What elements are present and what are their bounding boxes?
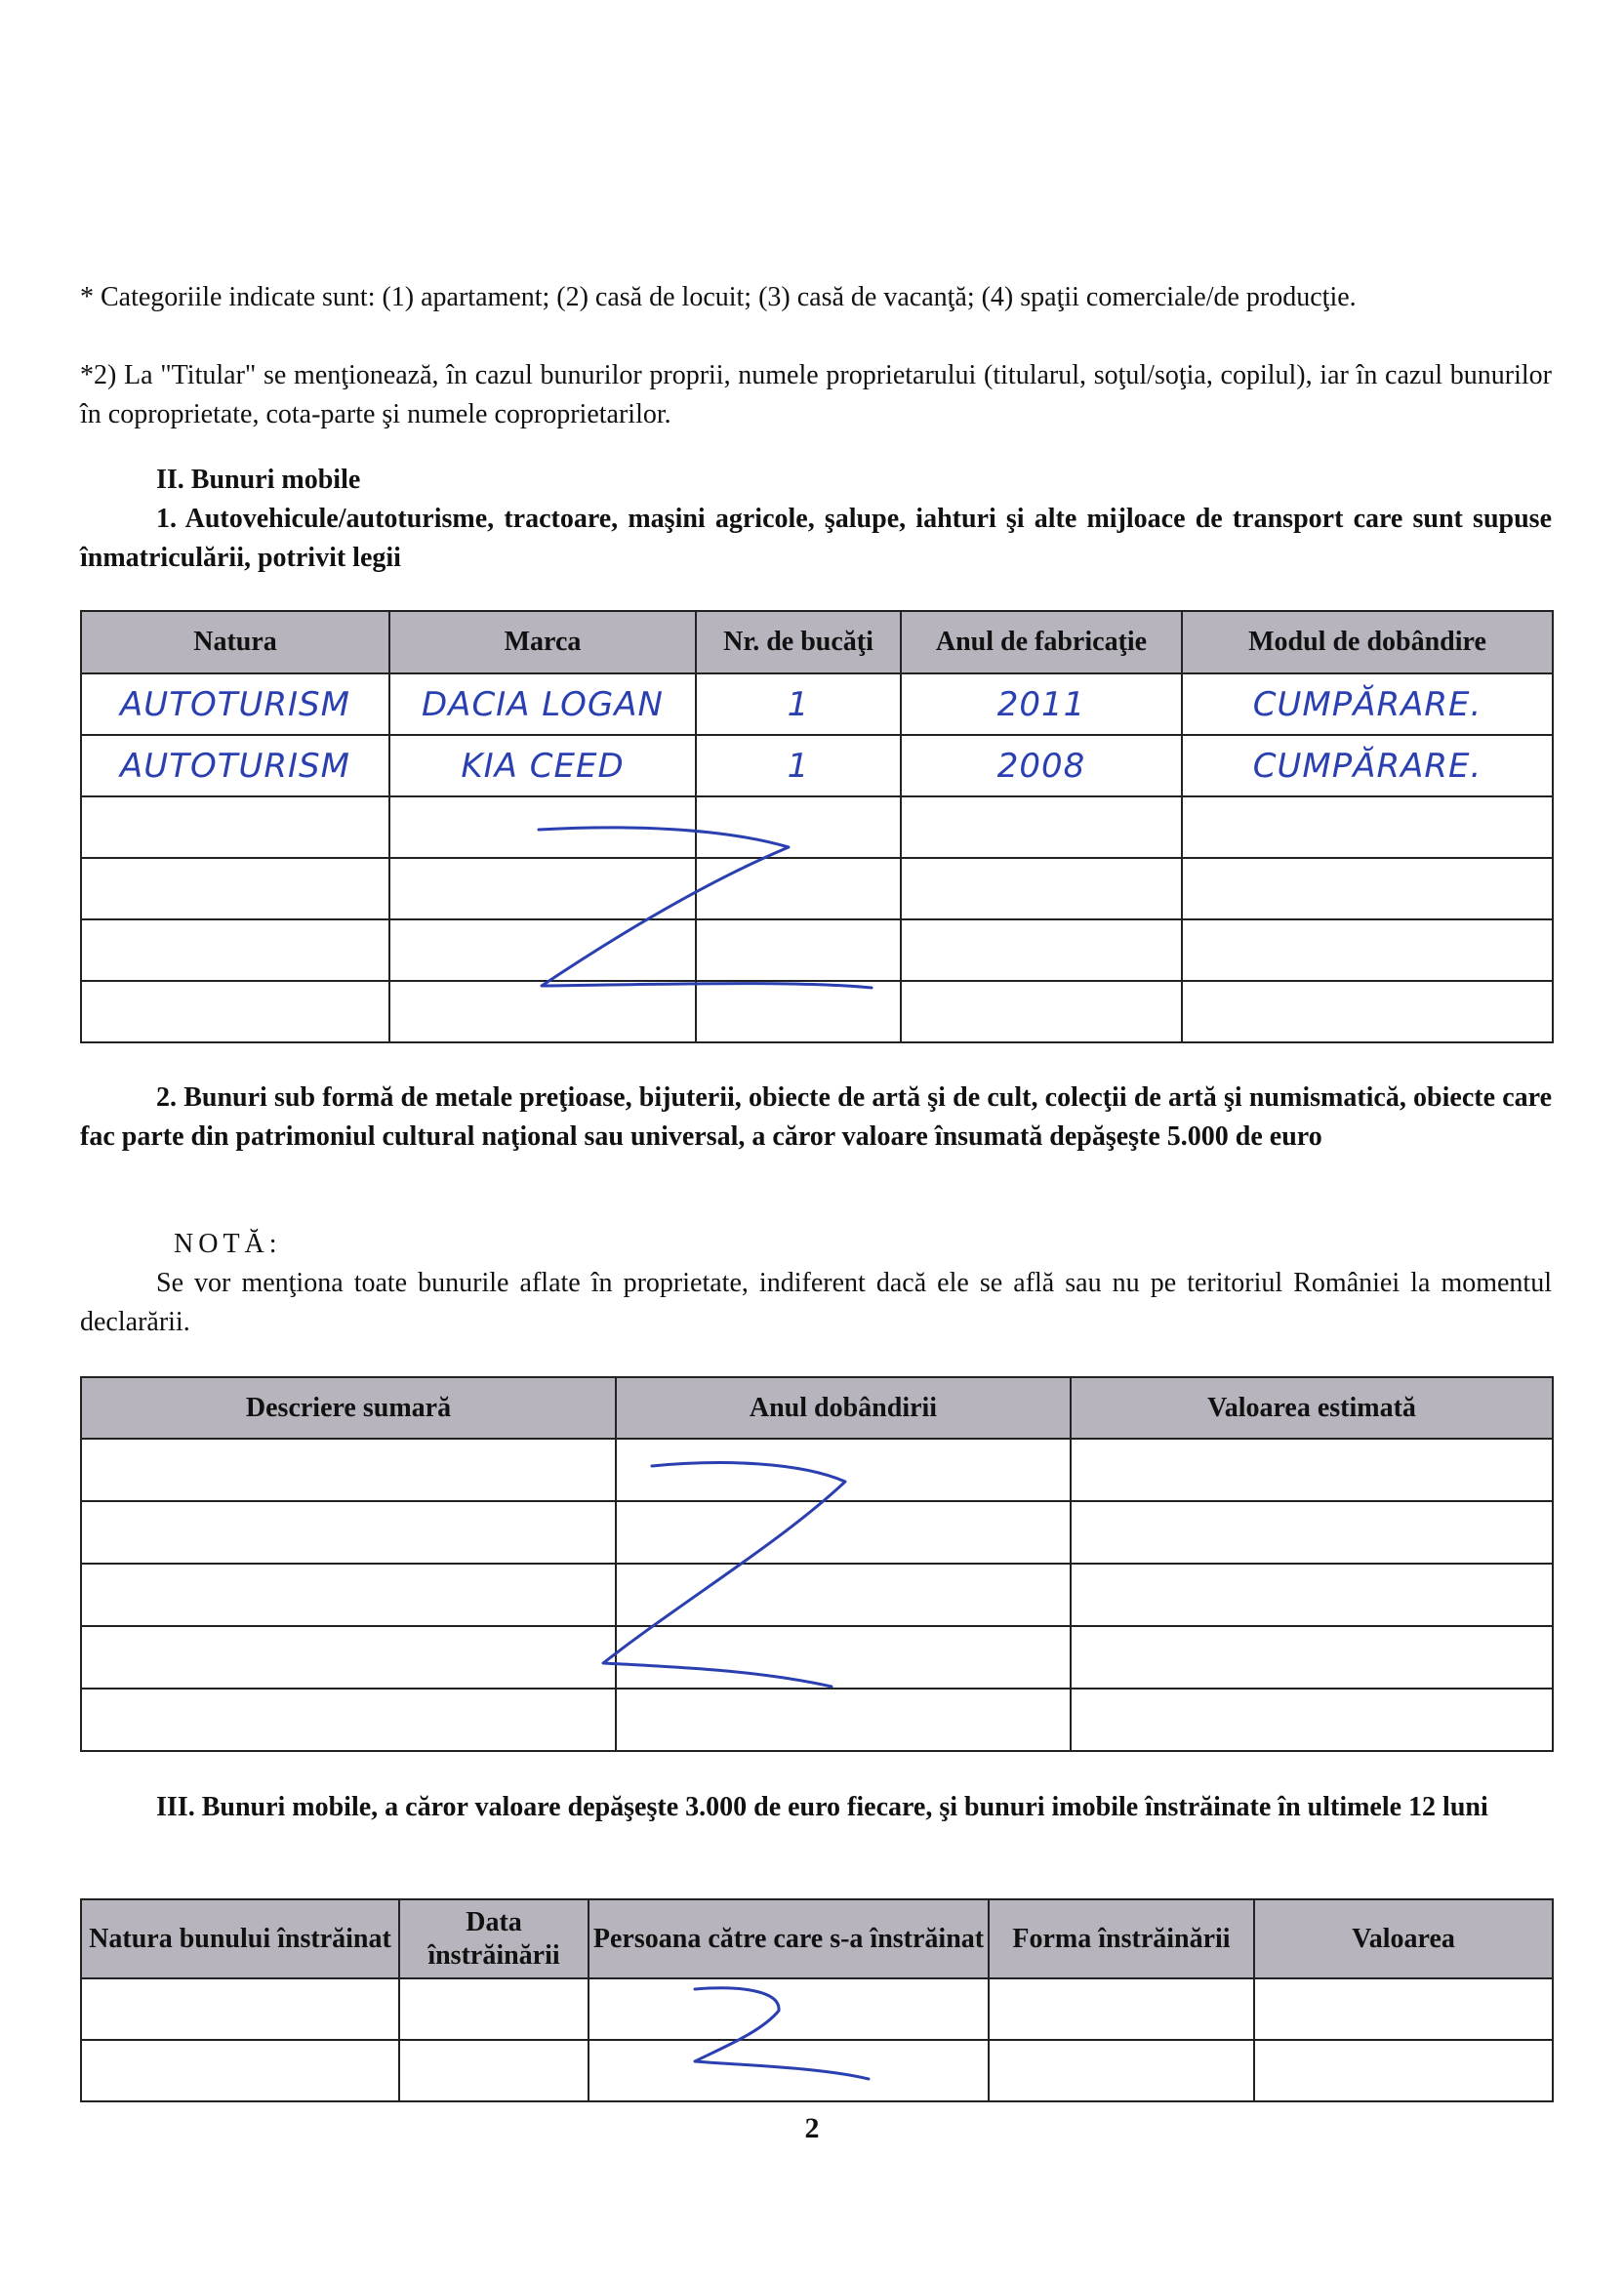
col-marca: Marca [389, 611, 696, 673]
cell-nr: 1 [696, 673, 901, 735]
note-categories: * Categoriile indicate sunt: (1) apartament; (2) casă de locuit; (3) casă de vacanţă; (4) spaţii comerciale/de producţie. [80, 282, 1357, 312]
col-forma-instrainarii: Forma înstrăinării [989, 1899, 1254, 1978]
col-an-dobandire: Anul dobândirii [616, 1377, 1071, 1439]
nota-label: NOTĂ: [174, 1229, 282, 1259]
cell-natura: AUTOTURISM [81, 735, 389, 796]
col-persoana: Persoana către care s-a înstrăinat [589, 1899, 989, 1978]
col-nr-bucati: Nr. de bucăţi [696, 611, 901, 673]
vehicles-header-row [81, 611, 1553, 673]
table-row [81, 919, 1553, 981]
nota-text: Se vor menţiona toate bunurile aflate în proprietate, indiferent dacă ele se află sau nu pe teritoriul României la momentul declarării. [80, 1268, 1552, 1337]
cell-an: 2011 [901, 673, 1182, 735]
table-row [81, 2040, 1553, 2101]
table-row [81, 1501, 1553, 1564]
section2-sub2: 2. Bunuri sub formă de metale preţioase, bijuterii, obiecte de artă şi de cult, colecţii de artă şi numismatică, obiecte care fac parte din patrimoniul cultural naţional sau universal, a căror valoare însumată depăşeşte 5.000 de euro [80, 1082, 1552, 1152]
alienated-table [80, 1898, 1554, 2102]
vehicles-table [80, 610, 1554, 1043]
valuables-header-row [81, 1377, 1553, 1439]
cell-mod: CUMPĂRARE. [1182, 673, 1553, 735]
col-mod-dobandire: Modul de dobândire [1182, 611, 1553, 673]
table-row [81, 1978, 1553, 2040]
col-data-instrainarii: Data înstrăinării [399, 1899, 589, 1978]
table-row [81, 1689, 1553, 1751]
col-natura: Natura [81, 611, 389, 673]
valuables-table [80, 1376, 1554, 1752]
note-titular: *2) La "Titular" se menţionează, în cazul bunurilor proprii, numele proprietarului (titularul, soţul/soţia, copilul), iar în cazul bunurilor în coproprietate, cota-parte şi numele coproprietarilor. [80, 360, 1552, 429]
section2-title: II. Bunuri mobile [156, 465, 361, 495]
table-row [81, 858, 1553, 919]
col-natura-bunului: Natura bunului înstrăinat [81, 1899, 399, 1978]
section3-title: III. Bunuri mobile, a căror valoare depăşeşte 3.000 de euro fiecare, şi bunuri imobile înstrăinate în ultimele 12 luni [156, 1792, 1488, 1822]
table-row [81, 673, 1553, 735]
table-row [81, 796, 1553, 858]
cell-natura: AUTOTURISM [81, 673, 389, 735]
cell-an: 2008 [901, 735, 1182, 796]
col-descriere: Descriere sumară [81, 1377, 616, 1439]
table-row [81, 981, 1553, 1042]
cell-marca: DACIA LOGAN [389, 673, 696, 735]
table-row [81, 735, 1553, 796]
table-row [81, 1439, 1553, 1501]
alienated-header-row [81, 1899, 1553, 1978]
section2-sub1: 1. Autovehicule/autoturisme, tractoare, maşini agricole, şalupe, iahturi şi alte mijloace de transport care sunt supuse înmatriculării, potrivit legii [80, 504, 1552, 573]
table-row [81, 1626, 1553, 1689]
cell-nr: 1 [696, 735, 901, 796]
table-row [81, 1564, 1553, 1626]
col-valoarea: Valoarea [1254, 1899, 1553, 1978]
cell-mod: CUMPĂRARE. [1182, 735, 1553, 796]
page-number: 2 [804, 2112, 820, 2144]
col-an-fabricatie: Anul de fabricaţie [901, 611, 1182, 673]
cell-marca: KIA CEED [389, 735, 696, 796]
col-valoare-estimata: Valoarea estimată [1071, 1377, 1553, 1439]
